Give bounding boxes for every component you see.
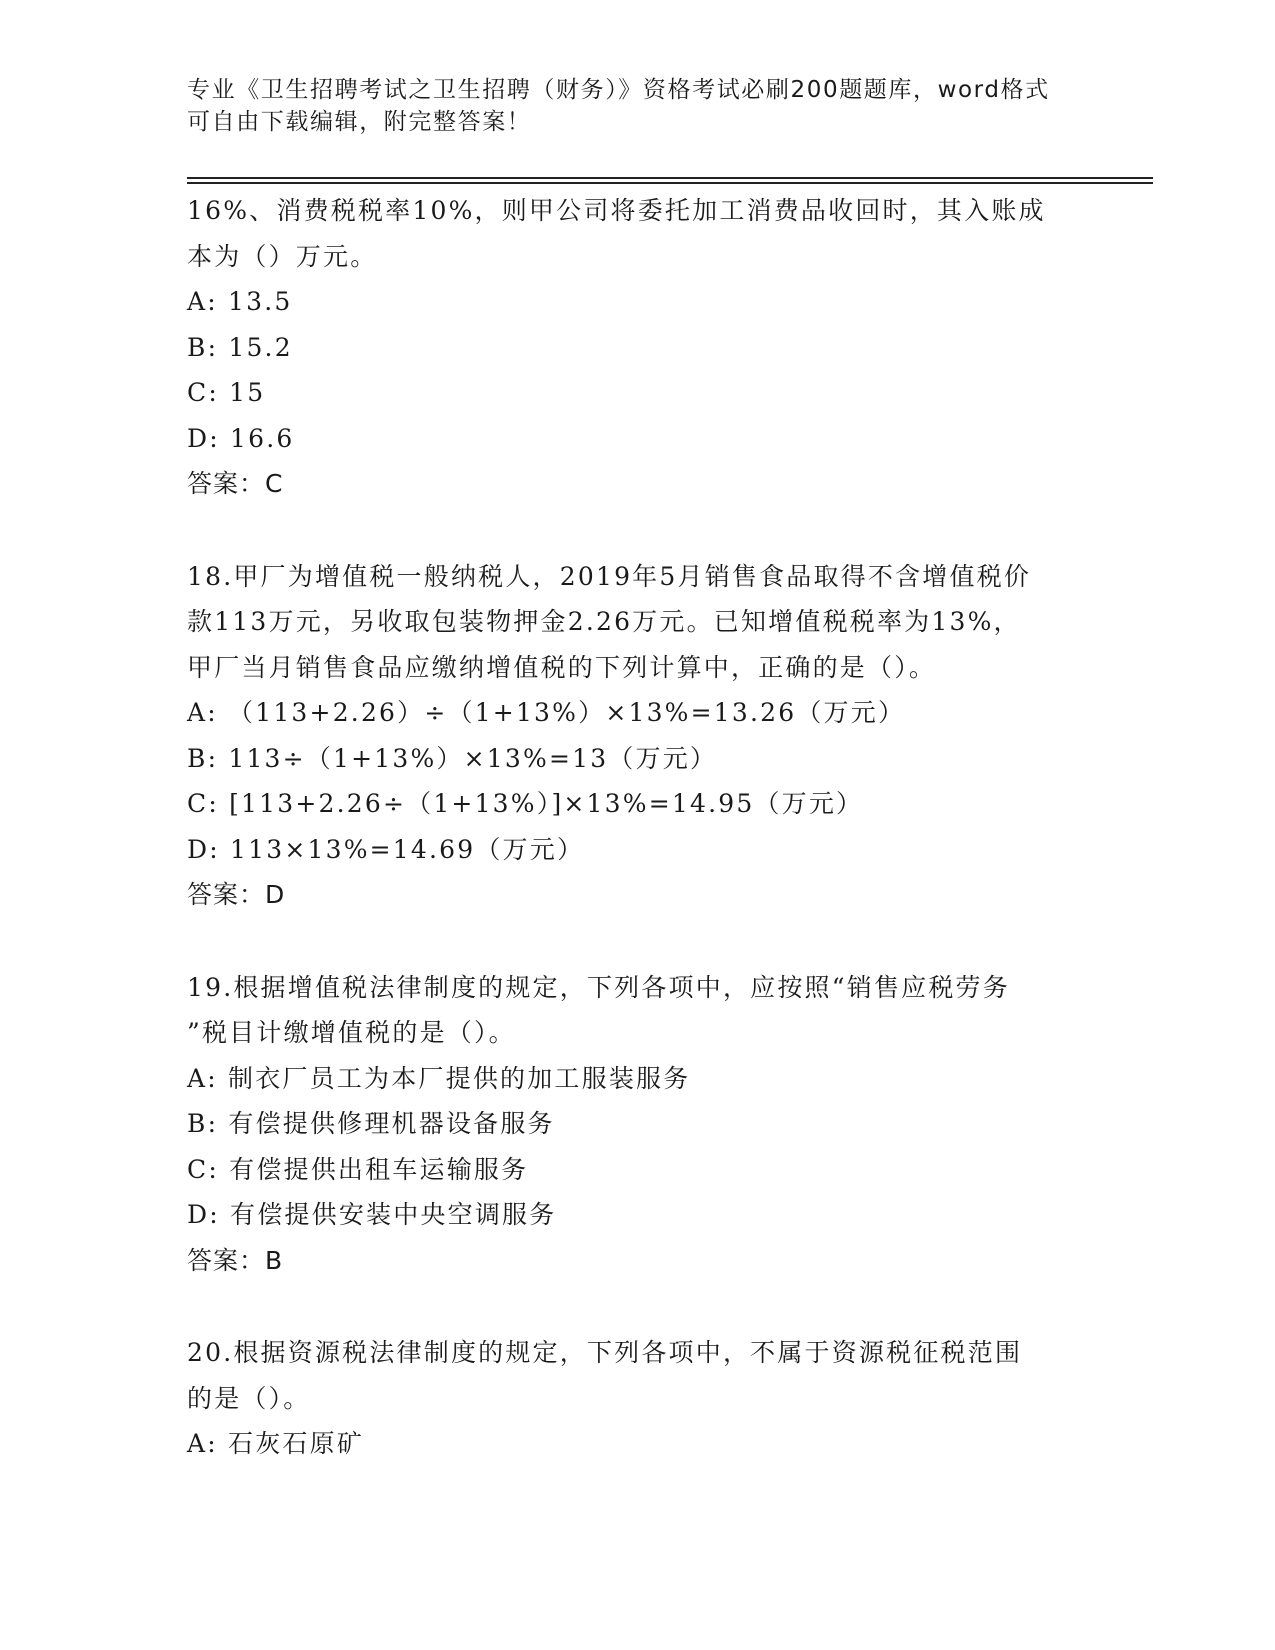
- header-divider-bottom: [187, 182, 1153, 184]
- answer-label: 答案：B: [187, 1245, 284, 1275]
- spacer: [187, 507, 1087, 554]
- answer-label: 答案：D: [187, 880, 286, 909]
- question-stem-line: 16%、消费税税率10%，则甲公司将委托加工消费品收回时，其入账成: [187, 196, 1046, 225]
- question-20: [187, 1330, 1087, 1467]
- question-19: [187, 965, 1087, 1284]
- option-b: B: 有偿提供修理机器设备服务: [187, 1109, 555, 1138]
- option-a: A: 石灰石原矿: [187, 1429, 365, 1458]
- question-18: [187, 554, 1087, 918]
- option-b: B: 15.2: [187, 332, 293, 362]
- option-a: A: 制衣厂员工为本厂提供的加工服装服务: [187, 1063, 691, 1093]
- question-stem-line: ”税目计缴增值税的是（）。: [187, 1018, 516, 1047]
- header-line-2: 可自由下载编辑，附完整答案！: [187, 109, 532, 135]
- spacer: [187, 918, 1087, 965]
- spacer: [187, 1283, 1087, 1330]
- option-c: C: 15: [187, 378, 266, 407]
- option-c: C: 有偿提供出租车运输服务: [187, 1154, 529, 1184]
- question-17: [187, 188, 1087, 507]
- question-stem-line: 的是（）。: [187, 1383, 311, 1413]
- question-stem-line: 19.根据增值税法律制度的规定，下列各项中，应按照“销售应税劳务: [187, 972, 1010, 1002]
- document-header: [187, 74, 1067, 138]
- question-stem-line: 本为（）万元。: [187, 241, 378, 271]
- question-stem-line: 18.甲厂为增值税一般纳税人，2019年5月销售食品取得不含增值税价: [187, 561, 1032, 591]
- answer-label: 答案：C: [187, 469, 284, 498]
- option-b: B: 113÷（1+13%）×13%=13（万元）: [187, 743, 718, 773]
- option-d: D: 16.6: [187, 423, 295, 453]
- option-c: C: [113+2.26÷（1+13%）]×13%=14.95（万元）: [187, 789, 864, 818]
- header-line-1: 专业《卫生招聘考试之卫生招聘（财务）》资格考试必刷200题题库，word格式: [187, 77, 1050, 103]
- option-d: D: 有偿提供安装中央空调服务: [187, 1200, 557, 1229]
- option-a: A: 13.5: [187, 287, 293, 316]
- option-d: D: 113×13%=14.69（万元）: [187, 834, 585, 864]
- question-stem-line: 甲厂当月销售食品应缴纳增值税的下列计算中，正确的是（）。: [187, 652, 937, 682]
- question-stem-line: 款113万元，另收取包装物押金2.26万元。已知增值税税率为13%，: [187, 607, 1021, 636]
- question-stem-line: 20.根据资源税法律制度的规定，下列各项中，不属于资源税征税范围: [187, 1338, 1023, 1367]
- header-divider-top: [187, 177, 1153, 179]
- option-a: A: （113+2.26）÷（1+13%）×13%=13.26（万元）: [187, 698, 906, 727]
- question-content: [187, 188, 1087, 1467]
